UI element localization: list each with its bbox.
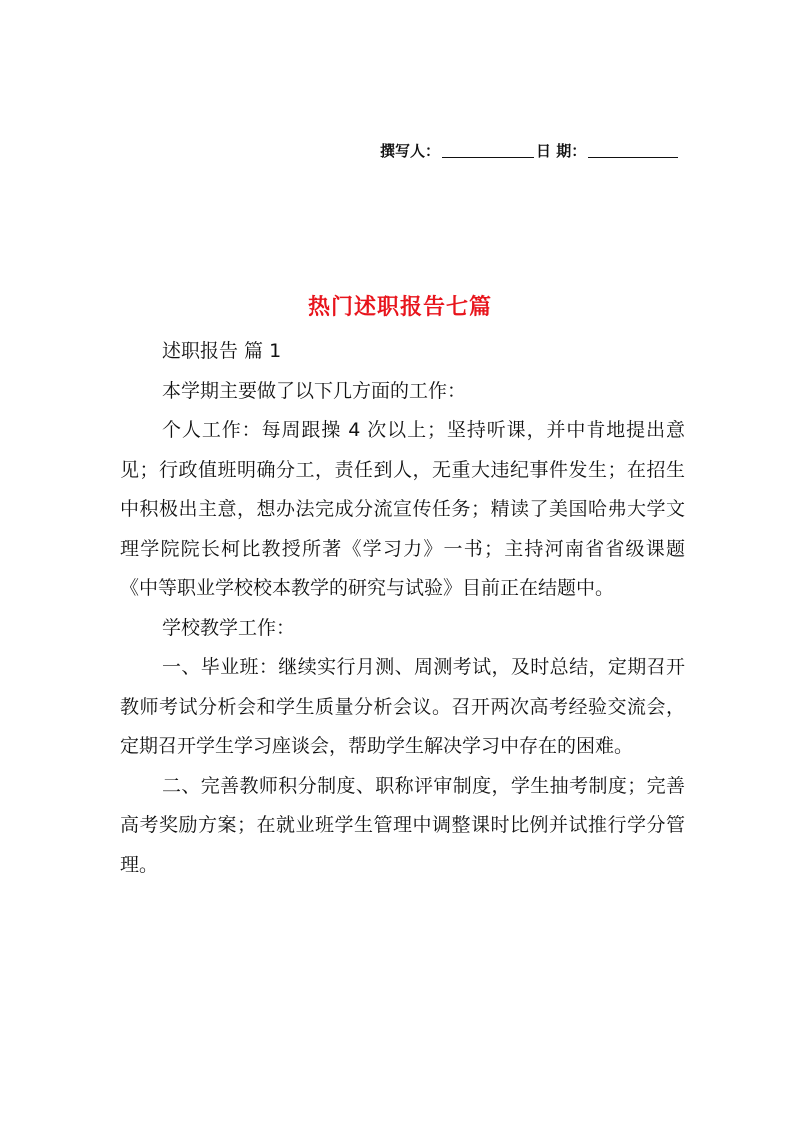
item-1-paragraph: 一、毕业班：继续实行月测、周测考试，及时总结，定期召开教师考试分析会和学生质量分析会议。召开两次高考经验交流会，定期召开学生学习座谈会，帮助学生解决学习中存在的困难。 — [120, 656, 685, 757]
school-teaching-heading: 学校教学工作： — [162, 616, 296, 639]
personal-work-paragraph: 个人工作：每周跟操 4 次以上；坚持听课，并中肯地提出意见；行政值班明确分工，责任到人，无重大违纪事件发生；在招生中积极出主意，想办法完成分流宣传任务；精读了美国哈弗大学文理学院院长柯比教授所著《学习力》一书；主持河南省省级课题《中等职业学校校本教学的研究与试验》目前正在结题中。 — [120, 419, 685, 599]
intro-paragraph: 本学期主要做了以下几方面的工作： — [162, 379, 467, 402]
date-label: 日 期： — [536, 142, 587, 160]
author-blank — [442, 141, 534, 158]
document-body — [120, 332, 685, 885]
section-heading: 述职报告 篇 1 — [162, 340, 282, 362]
document-title: 热门述职报告七篇 — [307, 294, 492, 320]
signature-line — [380, 139, 680, 161]
item-2-paragraph: 二、完善教师积分制度、职称评审制度，学生抽考制度；完善高考奖励方案；在就业班学生管理中调整课时比例并试推行学分管理。 — [120, 774, 685, 876]
date-blank — [588, 141, 678, 158]
author-label: 撰写人： — [380, 142, 441, 160]
